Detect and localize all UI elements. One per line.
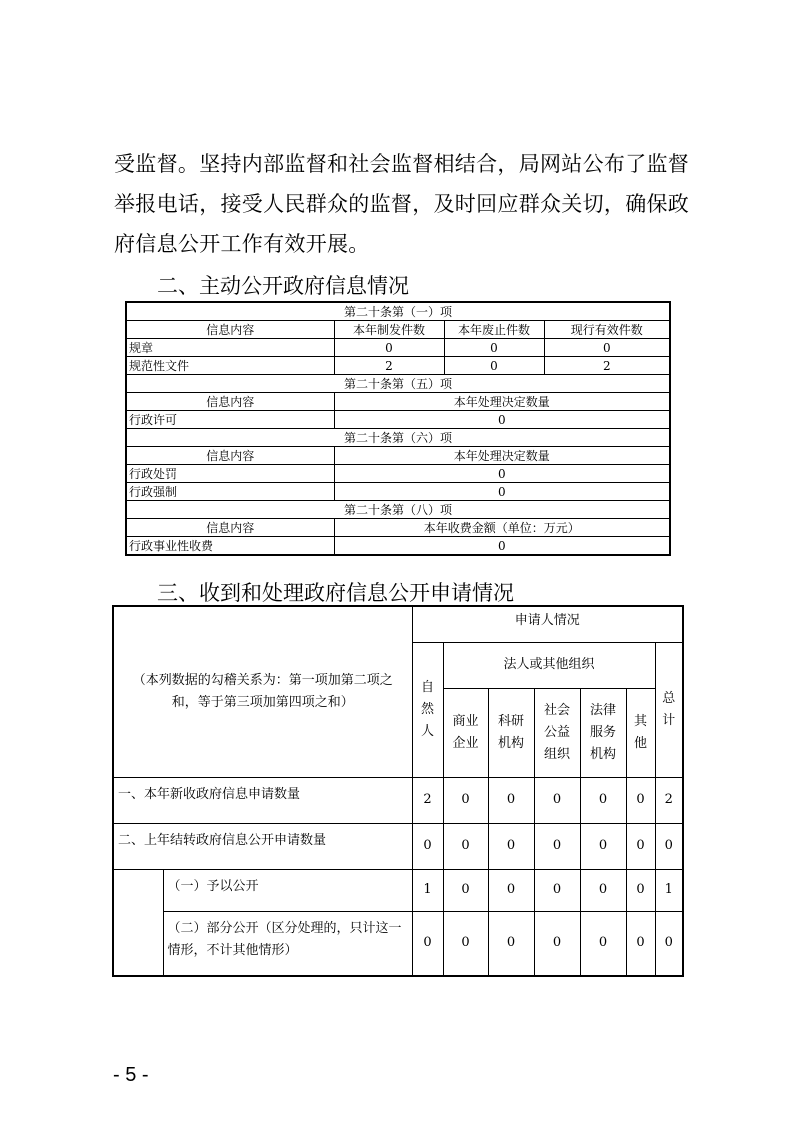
column-header: 本年废止件数 <box>444 321 544 339</box>
cell-value: 0 <box>544 339 670 357</box>
cell-value: 1 <box>412 869 443 911</box>
column-header: 本年处理决定数量 <box>334 393 670 411</box>
cell-value: 0 <box>443 823 488 869</box>
cell-value: 0 <box>626 777 655 823</box>
cell-value: 0 <box>534 823 580 869</box>
cell-value: 0 <box>580 869 626 911</box>
row-label: （二）部分公开（区分处理的，只计这一情形，不计其他情形） <box>163 911 412 976</box>
legal-group-header: 法人或其他组织 <box>443 642 655 688</box>
table-row <box>126 411 670 429</box>
row-label: 行政强制 <box>126 483 334 501</box>
table-section-title-row <box>126 375 670 393</box>
block-title: 第二十条第（一）项 <box>126 302 670 321</box>
table-note: （本列数据的勾稽关系为：第一项加第二项之和，等于第三项加第四项之和） <box>132 672 393 710</box>
cell-value: 0 <box>580 823 626 869</box>
cell-value: 0 <box>444 357 544 375</box>
table-header-row <box>126 447 670 465</box>
cell-value: 2 <box>544 357 670 375</box>
org-column-header: 商业企业 <box>443 688 488 777</box>
org-column-header: 科研机构 <box>488 688 534 777</box>
group-spacer-cell <box>113 869 163 976</box>
cell-value: 0 <box>488 823 534 869</box>
row-label: 规章 <box>126 339 334 357</box>
row-label: 二、上年结转政府信息公开申请数量 <box>113 823 412 869</box>
cell-value: 0 <box>443 911 488 976</box>
table-section-title-row <box>126 429 670 447</box>
cell-value: 0 <box>334 339 444 357</box>
cell-value: 0 <box>580 911 626 976</box>
table-header-row <box>126 321 670 339</box>
disclosure-requests-table <box>112 605 684 977</box>
org-column-header: 其他 <box>626 688 655 777</box>
column-header: 本年收费金额（单位：万元） <box>334 519 670 537</box>
table-row <box>113 823 683 869</box>
cell-value: 2 <box>412 777 443 823</box>
table-row <box>126 537 670 556</box>
row-label: 行政事业性收费 <box>126 537 334 556</box>
paragraph-line: 府信息公开工作有效开展。 <box>114 232 370 256</box>
column-header: 信息内容 <box>126 393 334 411</box>
body-paragraph <box>114 144 694 264</box>
cell-value: 0 <box>444 339 544 357</box>
cell-value: 0 <box>655 911 683 976</box>
table-row <box>113 911 683 976</box>
cell-value: 0 <box>412 823 443 869</box>
cell-value: 0 <box>626 823 655 869</box>
note-cell <box>113 606 412 777</box>
table-row <box>126 357 670 375</box>
cell-value: 0 <box>412 911 443 976</box>
block-title: 第二十条第（八）项 <box>126 501 670 519</box>
column-header: 信息内容 <box>126 321 334 339</box>
cell-value: 0 <box>626 869 655 911</box>
section-heading-proactive-disclosure: 二、主动公开政府信息情况 <box>157 274 409 298</box>
cell-value: 0 <box>488 869 534 911</box>
natural-person-header: 自然人 <box>412 642 443 777</box>
cell-value: 2 <box>655 777 683 823</box>
row-label: 规范性文件 <box>126 357 334 375</box>
cell-value: 0 <box>626 911 655 976</box>
table-row <box>126 339 670 357</box>
cell-value: 0 <box>488 777 534 823</box>
cell-value: 0 <box>443 777 488 823</box>
column-header: 信息内容 <box>126 447 334 465</box>
cell-value: 0 <box>334 411 670 429</box>
cell-value: 0 <box>334 483 670 501</box>
cell-value: 0 <box>534 911 580 976</box>
applicant-header: 申请人情况 <box>412 606 683 642</box>
cell-value: 2 <box>334 357 444 375</box>
header-row-1 <box>113 606 683 642</box>
table-row <box>126 465 670 483</box>
block-title: 第二十条第（五）项 <box>126 375 670 393</box>
proactive-disclosure-table <box>125 301 671 556</box>
cell-value: 0 <box>443 869 488 911</box>
row-label: （一）予以公开 <box>163 869 412 911</box>
cell-value: 0 <box>534 869 580 911</box>
table-header-row <box>126 393 670 411</box>
table-section-title-row <box>126 501 670 519</box>
cell-value: 0 <box>488 911 534 976</box>
table-header-row <box>126 519 670 537</box>
column-header: 本年处理决定数量 <box>334 447 670 465</box>
paragraph-line: 受监督。坚持内部监督和社会监督相结合，局网站公布了监督 <box>114 152 690 176</box>
table-row <box>113 869 683 911</box>
column-header: 本年制发件数 <box>334 321 444 339</box>
table-row <box>126 483 670 501</box>
total-header: 总计 <box>655 642 683 777</box>
cell-value: 0 <box>655 823 683 869</box>
page-number: - 5 - <box>113 1064 149 1086</box>
column-header: 信息内容 <box>126 519 334 537</box>
column-header: 现行有效件数 <box>544 321 670 339</box>
cell-value: 0 <box>334 465 670 483</box>
org-column-header: 法律服务机构 <box>580 688 626 777</box>
paragraph-line: 举报电话，接受人民群众的监督，及时回应群众关切，确保政 <box>114 192 690 216</box>
cell-value: 1 <box>655 869 683 911</box>
table-row <box>113 777 683 823</box>
row-label: 一、本年新收政府信息申请数量 <box>113 777 412 823</box>
row-label: 行政许可 <box>126 411 334 429</box>
section-heading-requests: 三、收到和处理政府信息公开申请情况 <box>157 581 514 605</box>
row-label: 行政处罚 <box>126 465 334 483</box>
cell-value: 0 <box>334 537 670 556</box>
cell-value: 0 <box>534 777 580 823</box>
cell-value: 0 <box>580 777 626 823</box>
block-title: 第二十条第（六）项 <box>126 429 670 447</box>
org-column-header: 社会公益组织 <box>534 688 580 777</box>
table-section-title-row <box>126 302 670 321</box>
